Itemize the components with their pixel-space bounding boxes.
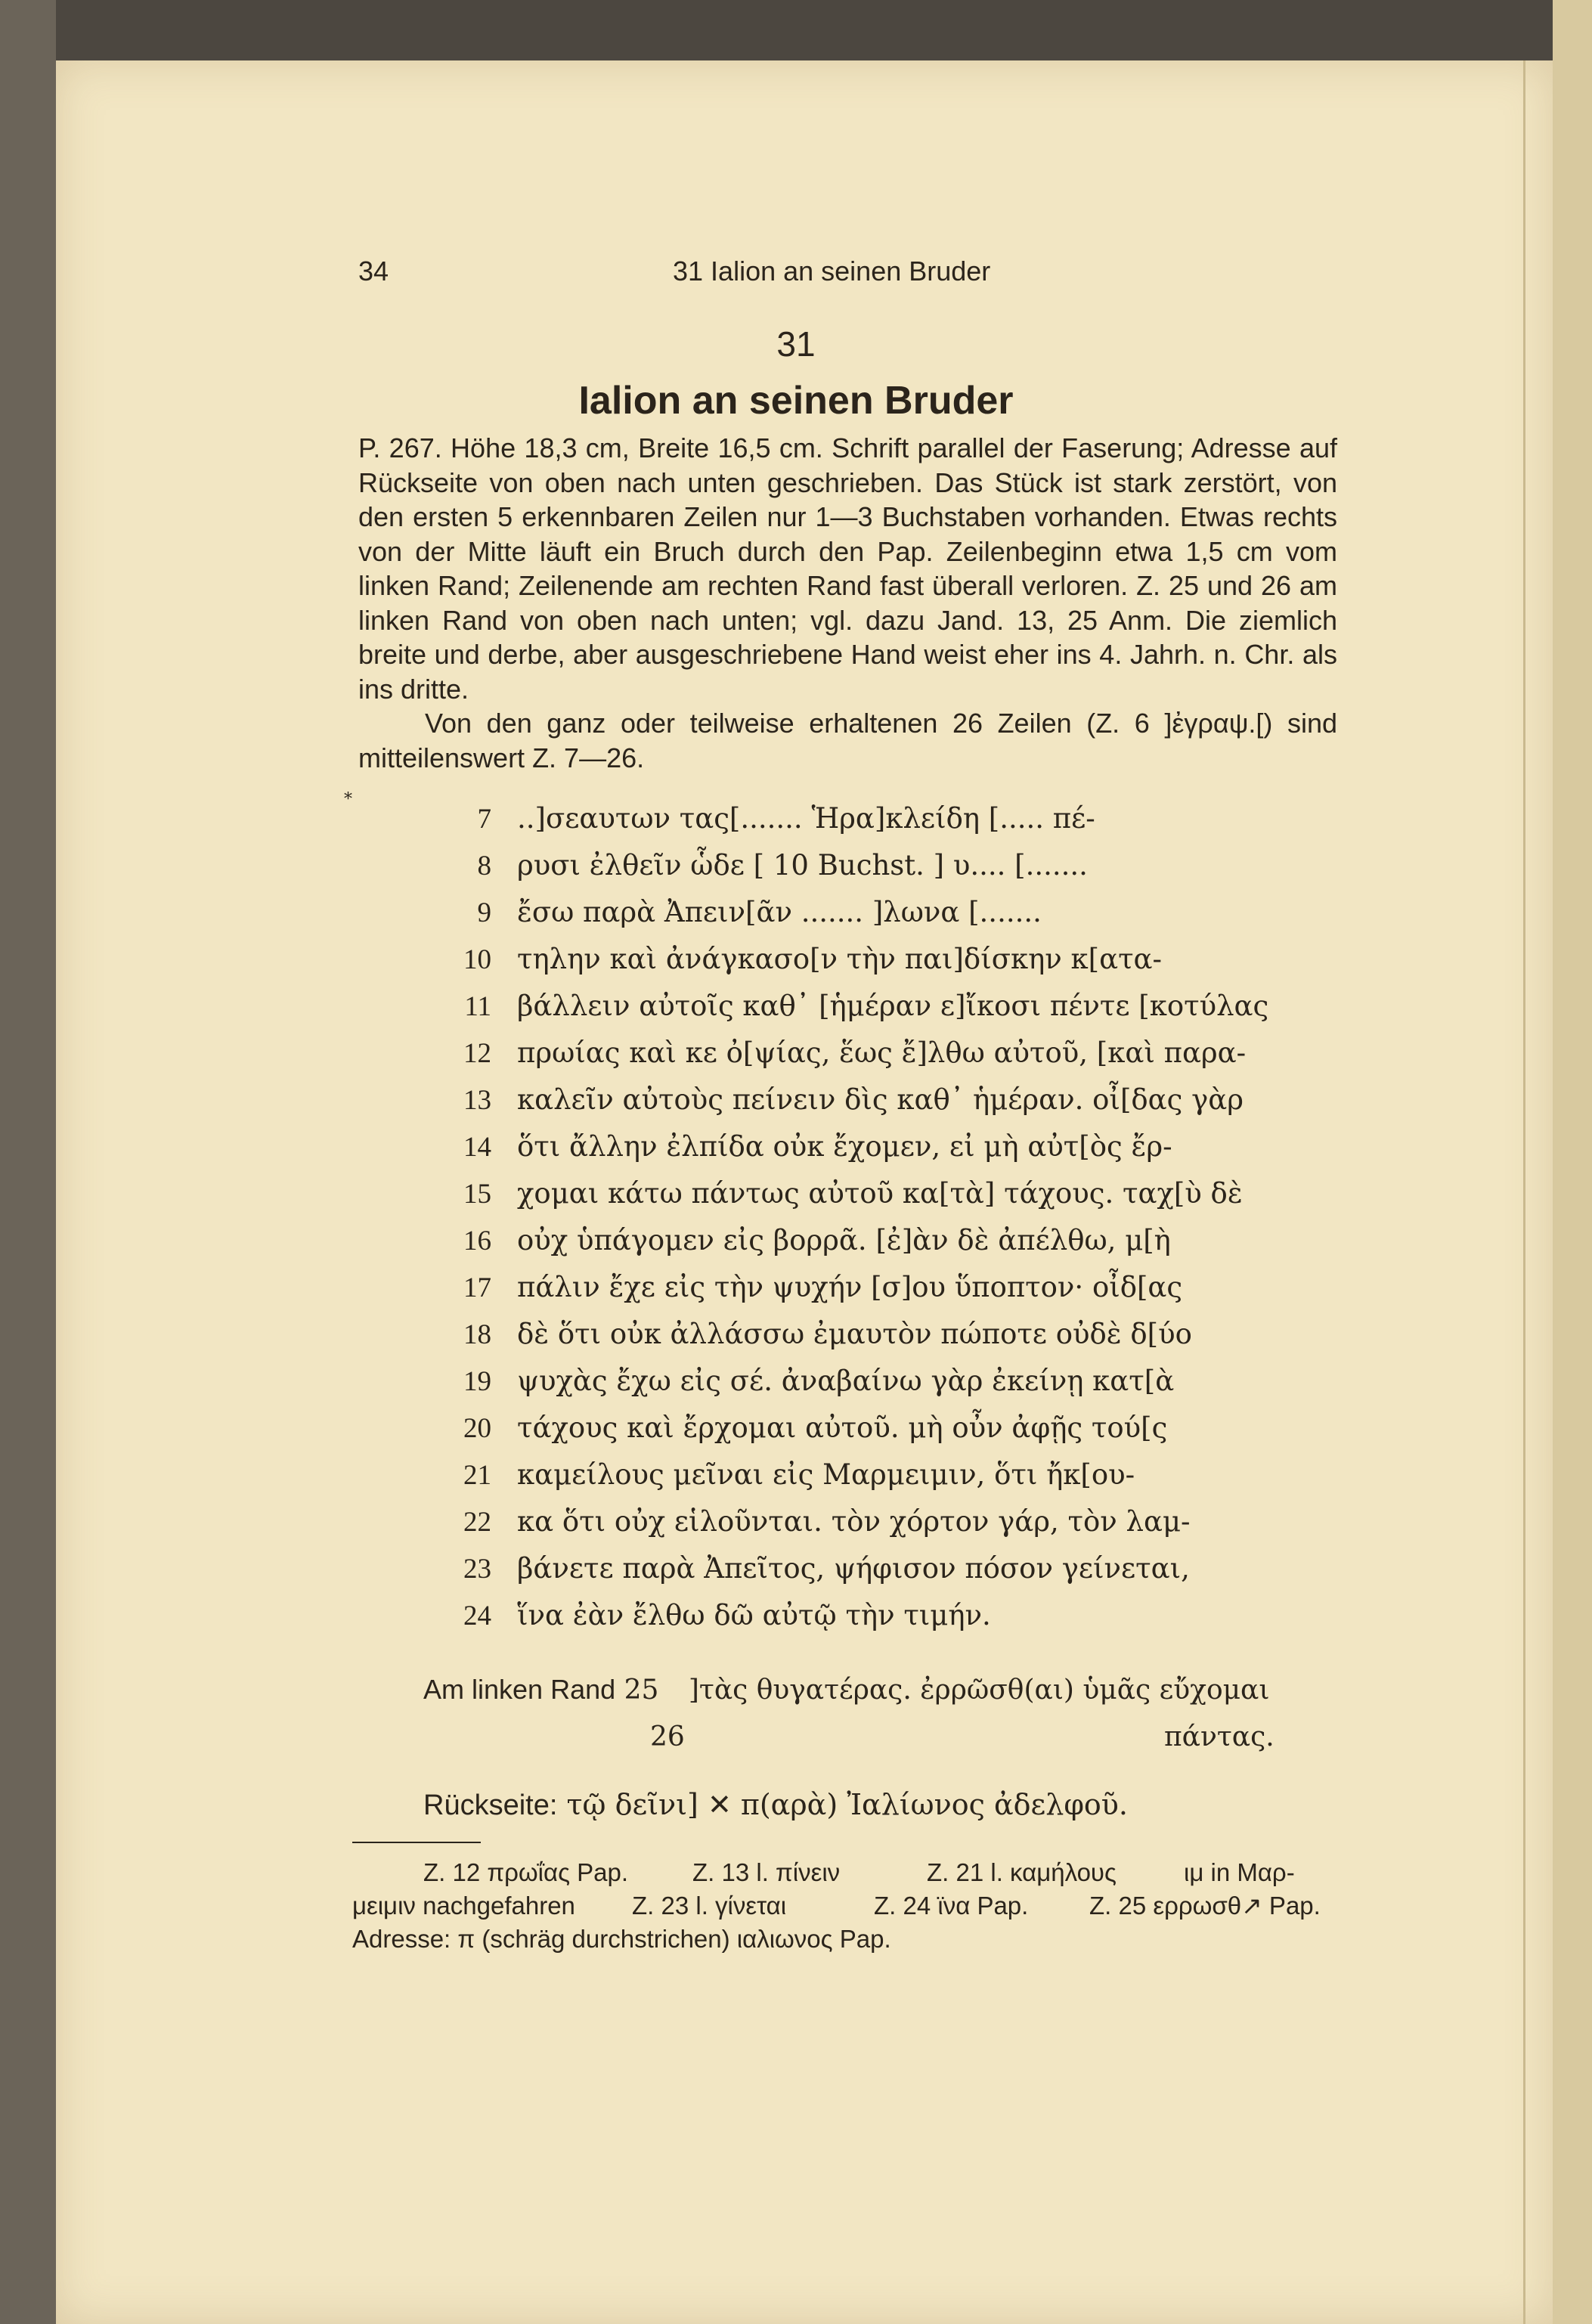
note: Z. 25 ερρωσθ↗ Pap. bbox=[1089, 1892, 1321, 1920]
text-line bbox=[446, 937, 1353, 982]
footnote-rule bbox=[352, 1842, 481, 1843]
text-line bbox=[446, 1499, 1353, 1545]
line-text: ἔσω παρὰ Ἀπειν[ᾶν ....... ]λωνα [....... bbox=[517, 896, 1042, 928]
line-text: βάλλειν αὐτοῖς καθ᾽ [ἡμέραν ε]ἴκοσι πέντε [κοτύλας bbox=[517, 990, 1269, 1022]
text-line bbox=[446, 1359, 1353, 1404]
line-text: πάντας. bbox=[1164, 1721, 1275, 1752]
line-number: 7 bbox=[477, 804, 491, 835]
line-text: καλεῖν αὐτοὺς πείνειν δὶς καθ᾽ ἡμέραν. οἶ[δας γὰρ bbox=[517, 1083, 1244, 1116]
text-line bbox=[446, 1030, 1353, 1076]
line-number: 22 bbox=[463, 1507, 491, 1538]
note: Adresse: π (schräg durchstrichen) ιαλιωνος Pap. bbox=[352, 1925, 891, 1953]
note: ιμ in Μαρ- bbox=[1184, 1858, 1295, 1886]
margin-star-mark: * bbox=[344, 790, 352, 809]
text-line bbox=[446, 1312, 1353, 1357]
line-number: 13 bbox=[463, 1085, 491, 1116]
line-number: 19 bbox=[463, 1366, 491, 1397]
line-number: 8 bbox=[477, 851, 491, 882]
section-number: 31 bbox=[776, 324, 816, 364]
verso-text: τῷ δεῖνι] ✕ π(αρὰ) Ἰαλίωνος ἀδελφοῦ. bbox=[566, 1788, 1128, 1821]
intro-paragraph-2: Von den ganz oder teilweise erhaltenen 26 Zeilen (Z. 6 ]ἐγραψ.[) sind mitteilenswert Z. 7—26. bbox=[358, 708, 1337, 773]
line-number: 9 bbox=[477, 897, 491, 928]
text-line bbox=[446, 1405, 1353, 1451]
line-text: ..]σεαυτων τας[....... Ἡρα]κλείδη [..... πέ- bbox=[517, 802, 1095, 835]
line-text: καμείλους μεῖναι εἰς Μαρμειμιν, ὅτι ἤκ[ου- bbox=[517, 1458, 1135, 1491]
margin-label: Am linken Rand bbox=[423, 1674, 616, 1705]
line-text: οὐχ ὑπάγομεν εἰς βορρᾶ. [ἐ]ὰν δὲ ἀπέλθω, μ[ὴ bbox=[517, 1224, 1171, 1257]
line-text: ]τὰς θυγατέρας. ἐρρῶσθ(αι) ὑμᾶς εὔχομαι bbox=[688, 1675, 1270, 1706]
note-row bbox=[352, 1856, 1335, 1889]
intro-paragraph-1: P. 267. Höhe 18,3 cm, Breite 16,5 cm. Schrift parallel der Faserung; Adresse auf Rückseite von oben nach unten geschrieben. Das Stück ist stark zerstört, von den ersten 5 erkennbaren Zeilen nur 1—3 Buchstaben vorhanden. Etwas rechts von der Mitte läuft ein Bruch durch den Pap. Zeilenbeginn etwa 1,5 cm vom linken Rand; Zeilenende am rechten Rand fast überall verloren. Z. 25 und 26 am linken Rand von oben nach unten; vgl. dazu Jand. 13, 25 Anm. Die ziemlich breite und derbe, aber ausgeschriebene Hand weist eher ins 4. Jahrh. n. Chr. als ins dritte. bbox=[358, 432, 1337, 705]
note: μειμιν nachgefahren bbox=[352, 1892, 575, 1920]
running-title: 31 Ialion an seinen Bruder bbox=[673, 256, 991, 287]
verso-label: Rückseite: bbox=[423, 1789, 558, 1821]
line-number: 14 bbox=[463, 1132, 491, 1163]
text-line bbox=[446, 1593, 1353, 1638]
text-line bbox=[446, 1218, 1353, 1263]
margin-note-line-25 bbox=[423, 1667, 1269, 1713]
line-number: 25 bbox=[624, 1675, 659, 1706]
line-number: 24 bbox=[463, 1600, 491, 1631]
text-line bbox=[446, 1452, 1353, 1498]
line-number: 17 bbox=[463, 1272, 491, 1303]
line-text: τάχους καὶ ἔρχομαι αὐτοῦ. μὴ οὖν ἀφῇς τού[ς bbox=[517, 1411, 1168, 1444]
line-number: 23 bbox=[463, 1554, 491, 1585]
verso-address bbox=[423, 1788, 1128, 1822]
margin-note-line-26 bbox=[650, 1715, 685, 1760]
line-number: 15 bbox=[463, 1179, 491, 1210]
text-line bbox=[446, 1265, 1353, 1310]
section-title: Ialion an seinen Bruder bbox=[578, 379, 1014, 423]
running-head bbox=[0, 256, 1592, 293]
line-text: βάνετε παρὰ Ἀπεῖτος, ψήφισον πόσον γείνεται, bbox=[517, 1552, 1190, 1585]
line-number: 10 bbox=[463, 944, 491, 975]
page-number: 34 bbox=[358, 256, 389, 287]
line-number: 26 bbox=[650, 1721, 685, 1752]
note: Z. 12 πρωΐας Pap. bbox=[423, 1858, 629, 1886]
line-number: 16 bbox=[463, 1226, 491, 1257]
text-line bbox=[446, 1171, 1353, 1216]
introduction bbox=[358, 431, 1337, 775]
line-number: 18 bbox=[463, 1319, 491, 1350]
line-text: πάλιν ἔχε εἰς τὴν ψυχήν [σ]ου ὕποπτον· οἶδ[ας bbox=[517, 1271, 1183, 1303]
text-line bbox=[446, 890, 1353, 935]
line-text: δὲ ὅτι οὐκ ἀλλάσσω ἐμαυτὸν πώποτε οὐδὲ δ[ύο bbox=[517, 1318, 1192, 1350]
text-line bbox=[446, 843, 1353, 888]
line-text: πρωίας καὶ κε ὀ[ψίας, ἕως ἔ]λθω αὐτοῦ, [καὶ παρα- bbox=[517, 1037, 1247, 1069]
note-row bbox=[352, 1889, 1335, 1923]
line-text: ὅτι ἄλλην ἐλπίδα οὐκ ἔχομεν, εἰ μὴ αὐτ[ὸς ἔρ- bbox=[517, 1130, 1172, 1163]
text-line bbox=[446, 796, 1353, 841]
text-line bbox=[446, 1077, 1353, 1123]
margin-note-line-26-text bbox=[1164, 1715, 1275, 1760]
line-number: 20 bbox=[463, 1413, 491, 1444]
line-number: 11 bbox=[464, 991, 491, 1022]
line-number: 21 bbox=[463, 1460, 491, 1491]
text-line bbox=[446, 1546, 1353, 1591]
scan-background-top bbox=[56, 0, 1553, 60]
text-line bbox=[446, 984, 1353, 1029]
note: Z. 21 l. καμήλους bbox=[927, 1858, 1117, 1886]
line-text: ρυσι ἐλθεῖν ὧδε [ 10 Buchst. ] υ.... [....... bbox=[517, 849, 1088, 882]
line-text: τηλην καὶ ἀνάγκασο[ν τὴν παι]δίσκην κ[ατα- bbox=[517, 943, 1163, 975]
line-number: 12 bbox=[463, 1038, 491, 1069]
apparatus-notes bbox=[352, 1856, 1335, 1956]
line-text: ψυχὰς ἔχω εἰς σέ. ἀναβαίνω γὰρ ἐκείνῃ κατ[ὰ bbox=[517, 1365, 1175, 1397]
note: Z. 24 ϊνα Pap. bbox=[874, 1892, 1029, 1920]
text-line bbox=[446, 1124, 1353, 1170]
note: Z. 23 l. γίνεται bbox=[632, 1892, 787, 1920]
note: Z. 13 l. πίνειν bbox=[692, 1858, 841, 1886]
note-row bbox=[352, 1923, 1335, 1956]
line-text: ἵνα ἐὰν ἔλθω δῶ αὐτῷ τὴν τιμήν. bbox=[517, 1599, 991, 1631]
line-text: χομαι κάτω πάντως αὐτοῦ κα[τὰ] τάχους. ταχ[ὺ δὲ bbox=[517, 1177, 1243, 1210]
line-text: κα ὅτι οὐχ εἱλοῦνται. τὸν χόρτον γάρ, τὸν λαμ- bbox=[517, 1505, 1191, 1538]
